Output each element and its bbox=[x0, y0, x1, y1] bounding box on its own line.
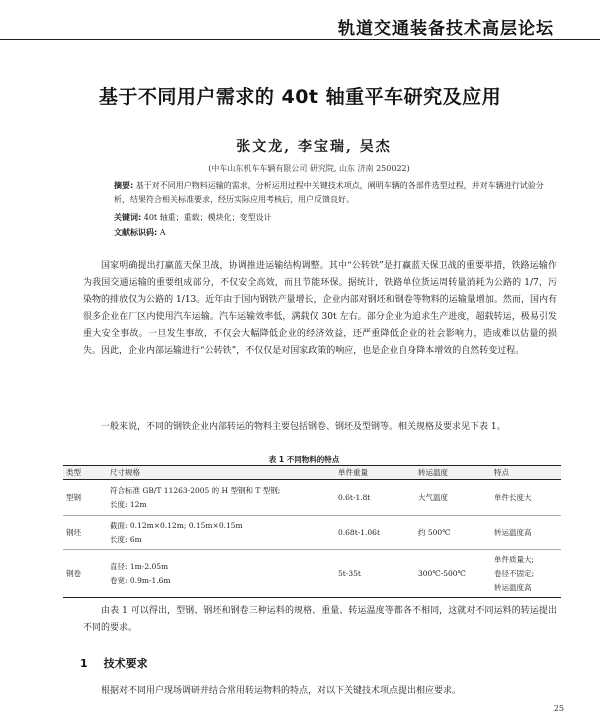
table-header-cell: 特点 bbox=[494, 468, 509, 477]
table-header-cell: 类型 bbox=[66, 468, 81, 477]
table-cell-spec bbox=[107, 516, 335, 550]
spec-line: 直径: 1m-2.05m bbox=[110, 561, 169, 571]
table-caption: 表 1 不同物料的特点 bbox=[268, 455, 340, 464]
journal-name: 轨道交通装备技术高层论坛 bbox=[338, 19, 554, 39]
table-cell-temperature: 约 500℃ bbox=[418, 527, 451, 537]
body-paragraph-requirements: 根据对不同用户现场调研并结合常用转运物料的特点，对以下关键技术项点提出相应要求。 bbox=[101, 686, 462, 696]
table-cell-features bbox=[491, 480, 561, 516]
spec-line: 卷宽: 0.9m-1.6m bbox=[110, 575, 171, 585]
table-cell-temperature: 大气温度 bbox=[418, 492, 448, 502]
feature-line: 卷径不固定; bbox=[494, 568, 535, 578]
feature-line: 转运温度高 bbox=[494, 527, 532, 537]
abstract bbox=[114, 179, 554, 207]
spec-line: 符合标准 GB/T 11263-2005 的 H 型钢和 T 型钢; bbox=[110, 485, 281, 495]
keywords-text: 40t 轴重；重载；模块化；变型设计 bbox=[143, 213, 272, 222]
document-code-value: A bbox=[159, 228, 166, 237]
section-title: 技术要求 bbox=[103, 657, 148, 670]
keywords bbox=[114, 211, 554, 225]
table-cell-type: 钢卷 bbox=[66, 568, 81, 578]
paper-title: 基于不同用户需求的 40t 轴重平车研究及应用 bbox=[98, 86, 502, 108]
feature-line: 转运温度高 bbox=[494, 582, 532, 592]
table-cell-features bbox=[491, 516, 561, 550]
body-paragraph-intro: 国家明确提出打赢蓝天保卫战，协调推进运输结构调整。其中“公转铁”是打赢蓝天保卫战的重要举措，铁路运输作为我国交通运输的重要组成部分，不仅安全高效，而且节能环保。据统计，铁路单位货运周转量消耗为公路的 1/7，污染物的排放仅为公路的 1/13。近年由于国内钢铁产量增长，企业内部对钢坯和钢卷等物料的运输量增加。然而，国内有很多企业在厂区内使用汽车运输。汽车运输效率低，满载仅 30t 左右。部分企业为追求生产进度，超载转运，极易引发重大安全事故。一旦发生事故，不仅会大幅降低企业的经济效益，还严重降低企业的社会影响力，造成难以估量的损失。因此，企业内部运输进行“公转铁”，不仅仅是对国家政策的响应，也是企业自身降本增效的自然转变过程。 bbox=[83, 261, 557, 356]
table-cell-weight: 0.68t-1.06t bbox=[338, 527, 380, 537]
keywords-label: 关键词: bbox=[114, 213, 142, 222]
table-cell-spec bbox=[107, 550, 335, 598]
document-code-label: 文献标识码: bbox=[114, 228, 158, 237]
spec-line: 截面: 0.12m×0.12m; 0.15m×0.15m bbox=[110, 520, 243, 530]
spec-line: 长度: 6m bbox=[110, 534, 142, 544]
feature-line: 单件长度大 bbox=[494, 492, 532, 502]
body-paragraph-table-summary: 由表 1 可以得出，型钢、钢坯和钢卷三种运料的规格、重量、转运温度等都各不相同，这就对不同运料的转运提出不同的要求。 bbox=[83, 606, 557, 633]
table-cell-type: 钢坯 bbox=[66, 527, 81, 537]
body-paragraph-materials: 一般来说，不同的钢铁企业内部转运的物料主要包括钢卷、钢坯及型钢等。相关规格及要求见下表 1。 bbox=[101, 422, 506, 432]
abstract-label: 摘要: bbox=[114, 181, 134, 190]
materials-table bbox=[63, 465, 561, 598]
document-code bbox=[114, 226, 554, 240]
table-cell-weight: 5t-35t bbox=[338, 568, 361, 578]
table-cell-temperature: 300℃-500℃ bbox=[418, 568, 466, 578]
page-number: 25 bbox=[553, 704, 564, 713]
table-row bbox=[63, 480, 561, 516]
section-heading bbox=[80, 655, 148, 671]
spec-line: 长度: 12m bbox=[110, 499, 147, 509]
table-header-row bbox=[63, 466, 561, 480]
table-row bbox=[63, 516, 561, 550]
table-cell-spec bbox=[107, 480, 335, 516]
table-header-cell: 尺寸规格 bbox=[110, 468, 140, 477]
table-row bbox=[63, 550, 561, 598]
table-cell-weight: 0.6t-1.8t bbox=[338, 492, 371, 502]
table-header-cell: 转运温度 bbox=[418, 468, 448, 477]
running-header bbox=[0, 0, 600, 40]
abstract-text: 基于对不同用户物料运输的需求，分析运用过程中关键技术项点，阐明车辆的各部件选型过程，并对车辆进行试验分析，结果符合相关标准要求，经历实际应用考核后，用户反馈良好。 bbox=[114, 181, 544, 204]
section-number: 1 bbox=[80, 657, 88, 670]
author-list: 张文龙, 李宝瑞, 吴杰 bbox=[236, 139, 392, 155]
feature-line: 单件质量大; bbox=[494, 554, 535, 564]
table-cell-type: 型钢 bbox=[66, 492, 81, 502]
table-header-cell: 单件重量 bbox=[338, 468, 368, 477]
table-cell-features bbox=[491, 550, 561, 598]
affiliation: (中车山东机车车辆有限公司 研究院, 山东 济南 250022) bbox=[208, 164, 410, 173]
